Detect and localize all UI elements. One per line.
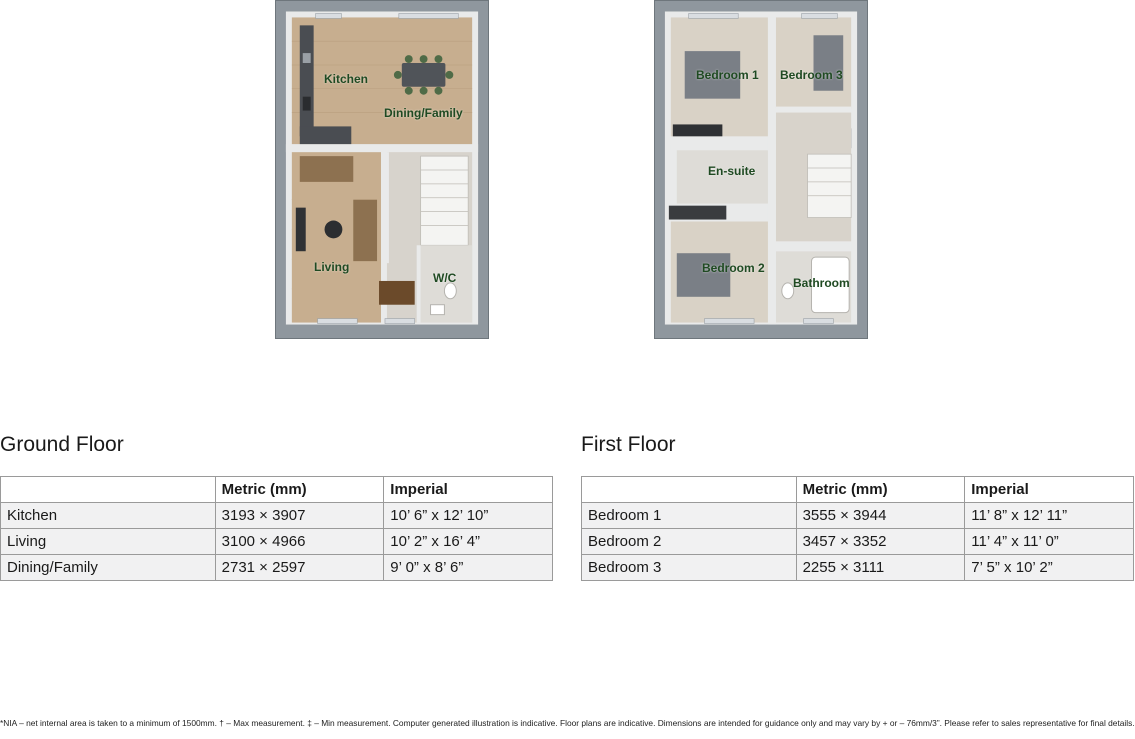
first-floor-heading: First Floor <box>581 433 676 456</box>
basin <box>431 305 445 315</box>
header-imperial: Imperial <box>965 477 1134 503</box>
room-name: Living <box>1 529 216 555</box>
ground-floor-heading: Ground Floor <box>0 433 124 456</box>
ground-floor-dimensions-table <box>0 476 553 581</box>
first-floor-dimensions-table <box>581 476 1134 581</box>
room-label-en-suite: En-suite <box>708 164 756 178</box>
room-name: Bedroom 1 <box>582 503 797 529</box>
room-name: Bedroom 2 <box>582 529 797 555</box>
table-row <box>582 529 1134 555</box>
bed-2 <box>677 253 730 297</box>
imperial-value: 10’ 2” x 16’ 4” <box>384 529 553 555</box>
room-label-living: Living <box>314 260 350 274</box>
room-label-bedroom-1: Bedroom 1 <box>696 68 759 82</box>
room-name: Kitchen <box>1 503 216 529</box>
table-row <box>1 529 553 555</box>
table-row <box>1 503 553 529</box>
first-floor-section <box>581 432 1134 576</box>
header-imperial: Imperial <box>384 477 553 503</box>
room-name: Bedroom 3 <box>582 555 797 581</box>
table-row <box>582 503 1134 529</box>
room-label-bedroom-3: Bedroom 3 <box>780 68 843 82</box>
table-row <box>1 555 553 581</box>
imperial-value: 7’ 5” x 10’ 2” <box>965 555 1134 581</box>
imperial-value: 10’ 6” x 12’ 10” <box>384 503 553 529</box>
sofa <box>353 200 377 261</box>
first-floor-plan <box>654 0 868 339</box>
imperial-value: 9’ 0” x 8’ 6” <box>384 555 553 581</box>
header-metric: Metric (mm) <box>796 477 965 503</box>
bed-3 <box>814 35 844 90</box>
sink <box>303 53 311 63</box>
room-label-wc: W/C <box>433 271 457 285</box>
imperial-value: 11’ 8” x 12’ 11” <box>965 503 1134 529</box>
wardrobe-2 <box>669 206 726 220</box>
header-room <box>582 477 797 503</box>
kitchen-island <box>300 126 352 144</box>
tv-unit <box>296 208 306 252</box>
ground-floor-plan-drawing <box>276 1 488 338</box>
room-label-kitchen: Kitchen <box>324 72 369 86</box>
wardrobe-1 <box>673 124 723 136</box>
staircase <box>421 156 469 245</box>
metric-value: 3100 × 4966 <box>215 529 384 555</box>
armchair <box>300 156 353 182</box>
table-header-row <box>582 477 1134 503</box>
header-room <box>1 477 216 503</box>
header-metric: Metric (mm) <box>215 477 384 503</box>
dining-table <box>402 63 446 87</box>
metric-value: 2255 × 3111 <box>796 555 965 581</box>
metric-value: 2731 × 2597 <box>215 555 384 581</box>
ground-floor-section <box>0 432 553 576</box>
disclaimer-footnote: *NIA – net internal area is taken to a minimum of 1500mm. † – Max measurement. ‡ – Min measurement. Computer generated illustration is indicative. Floor plans are indicative. Dimensions are intended for guidance only and may vary by + or – 76mm/3”. Please refer to sales representative for final details. <box>0 718 1135 728</box>
metric-value: 3457 × 3352 <box>796 529 965 555</box>
metric-value: 3555 × 3944 <box>796 503 965 529</box>
table-header-row <box>1 477 553 503</box>
staircase <box>808 154 852 217</box>
kitchen-counter <box>300 25 314 136</box>
imperial-value: 11’ 4” x 11’ 0” <box>965 529 1134 555</box>
toilet <box>782 283 794 299</box>
table-row <box>582 555 1134 581</box>
hob <box>303 97 311 111</box>
metric-value: 3193 × 3907 <box>215 503 384 529</box>
room-label-bedroom-2: Bedroom 2 <box>702 261 765 275</box>
room-label-bathroom: Bathroom <box>793 276 850 290</box>
doormat <box>379 281 415 305</box>
room-label-dining-family: Dining/Family <box>384 106 463 120</box>
internal-wall <box>286 144 478 152</box>
coffee-table <box>325 221 343 239</box>
ground-floor-plan <box>275 0 489 339</box>
toilet <box>444 283 456 299</box>
room-name: Dining/Family <box>1 555 216 581</box>
